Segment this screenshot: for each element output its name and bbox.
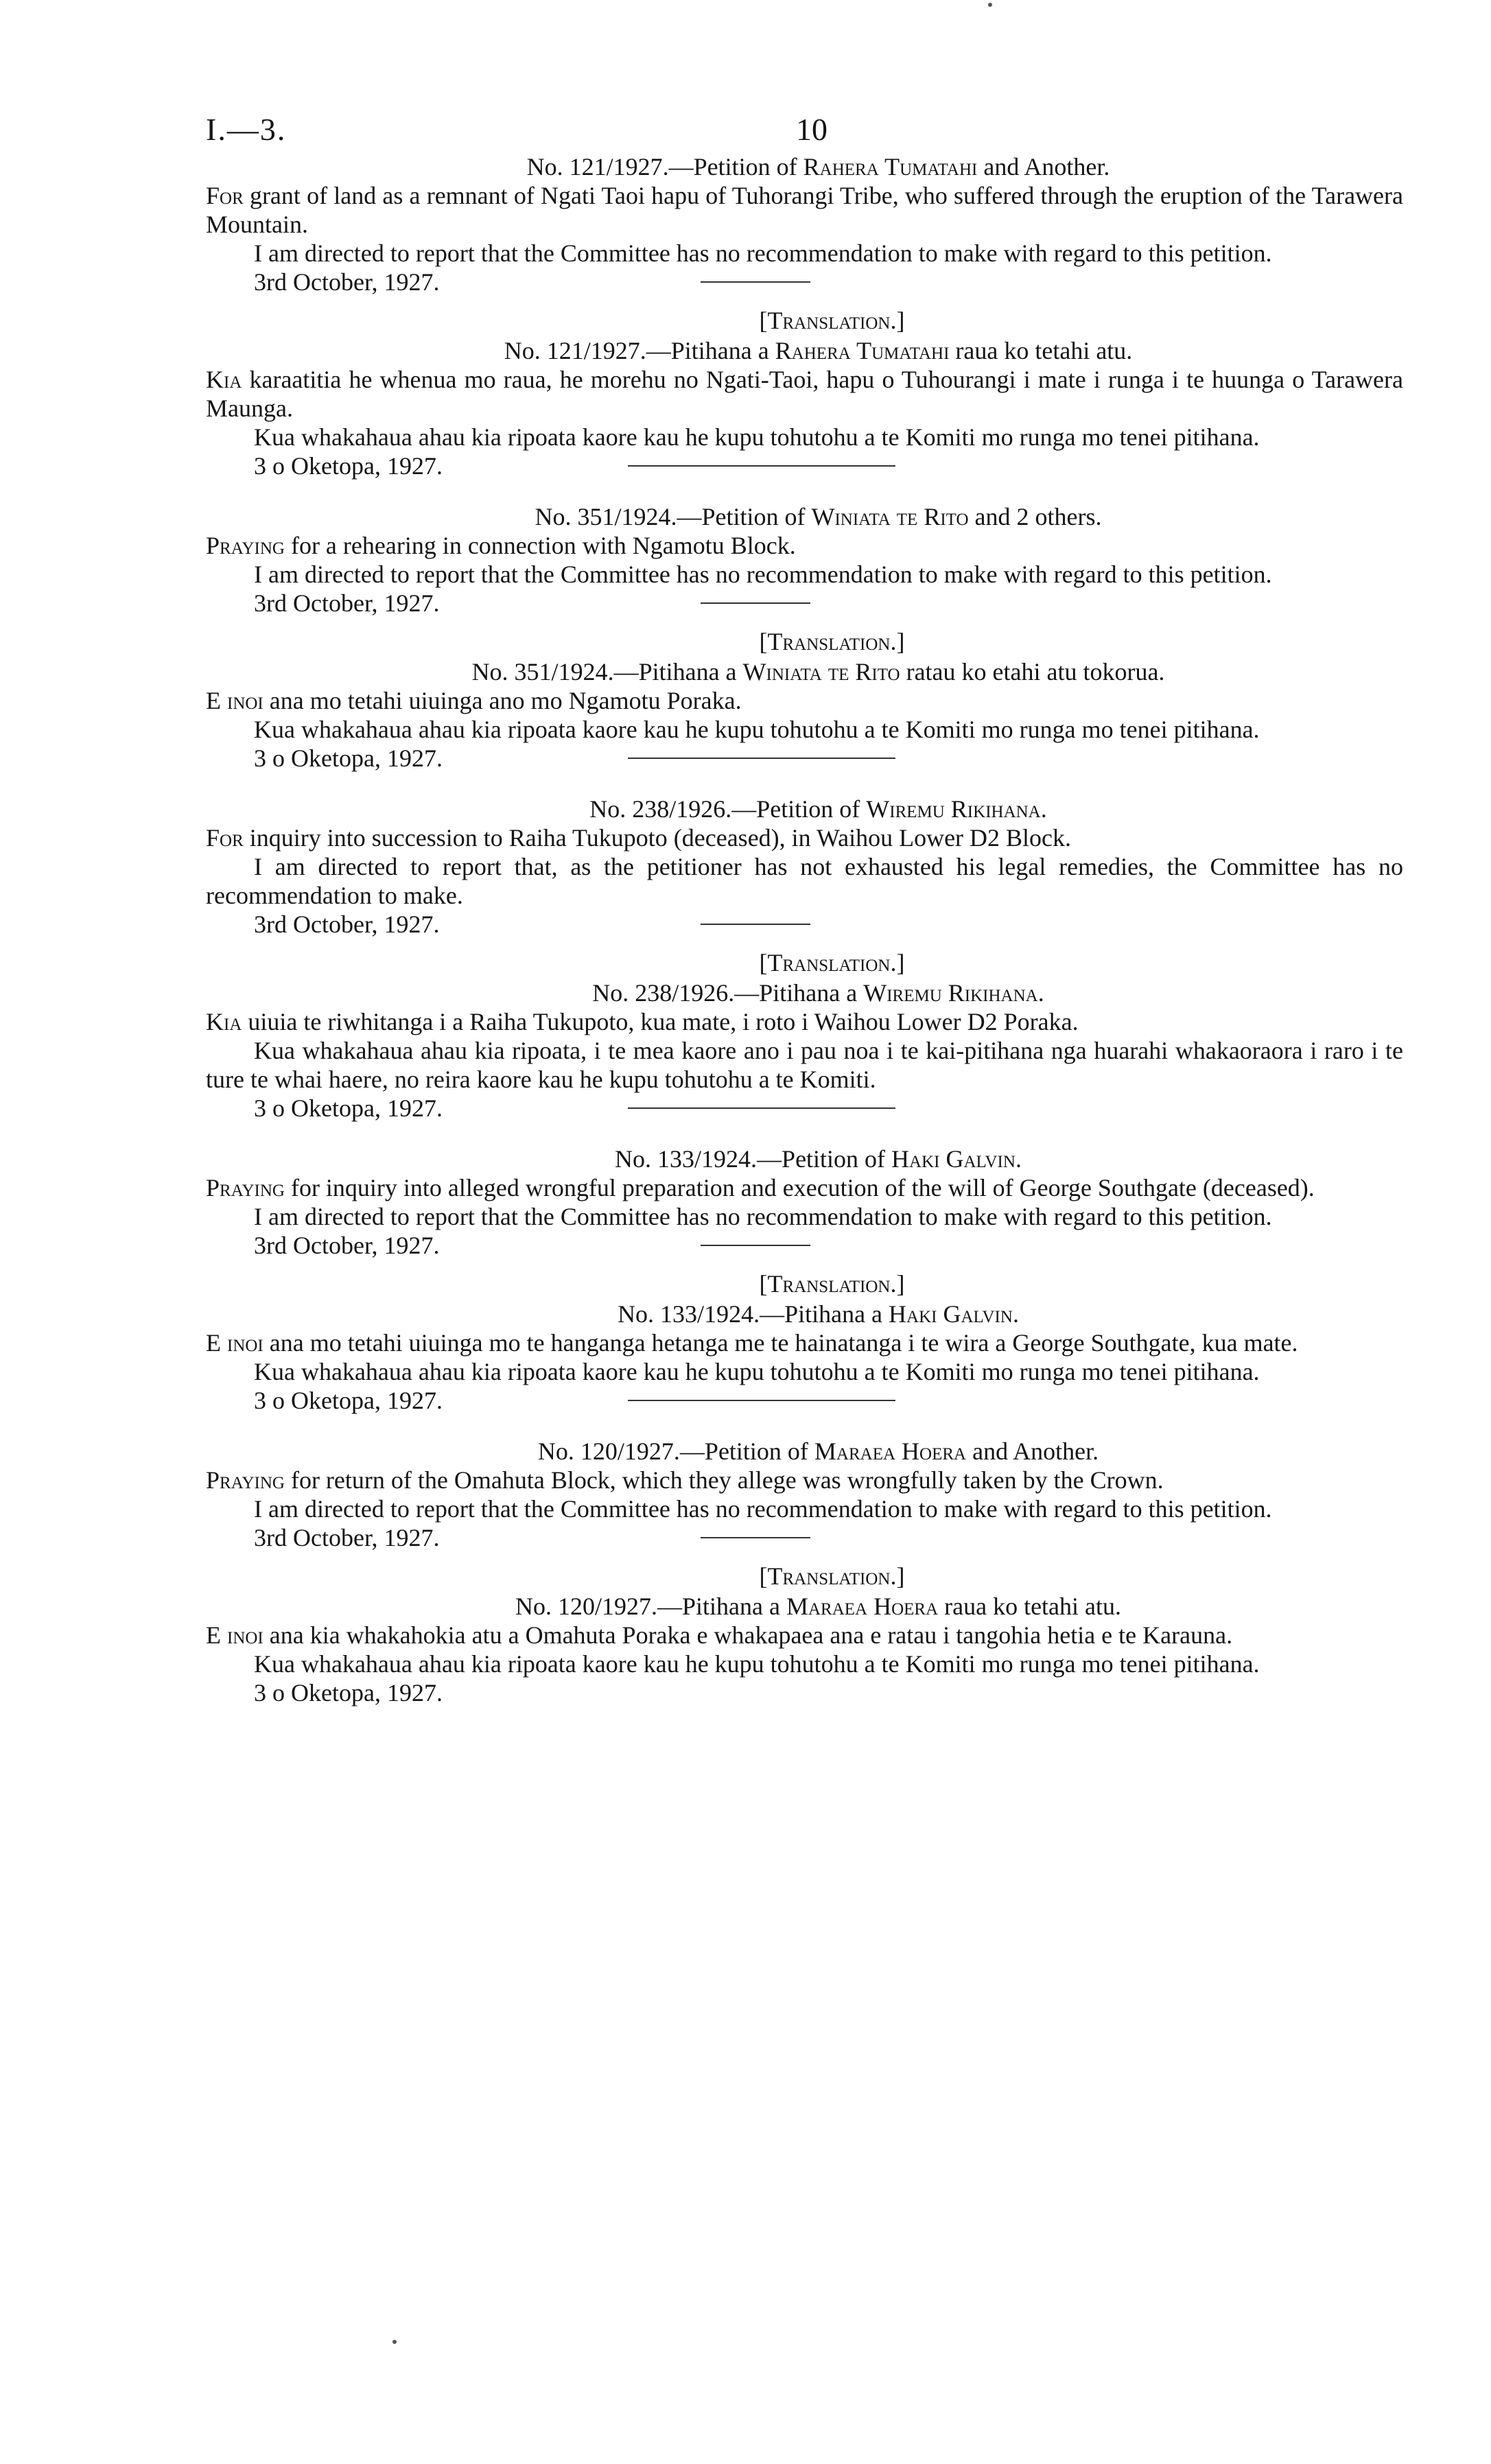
separator-rule xyxy=(701,602,810,604)
separator-rule xyxy=(701,281,810,283)
translation-heading: [Translation.] xyxy=(759,1562,905,1590)
petition-title: No. 121/1927.—Pitihana a Rahera Tumatahi raua ko tetahi atu. xyxy=(504,337,1133,364)
separator-rule xyxy=(701,1537,810,1538)
petition-entry xyxy=(206,152,1403,296)
report-date: 3rd October, 1927. xyxy=(206,268,1403,296)
stray-mark xyxy=(392,2340,397,2344)
petition-entry xyxy=(206,502,1403,618)
petition-title: No. 351/1924.—Petition of Winiata te Rito and 2 others. xyxy=(535,503,1102,530)
petition-title: No. 133/1924.—Petition of Haki Galvin. xyxy=(615,1145,1022,1173)
petition-title: No. 238/1926.—Pitihana a Wiremu Rikihana. xyxy=(592,979,1044,1007)
separator-rule xyxy=(628,465,895,467)
committee-report: Kua whakahaua ahau kia ripoata kaore kau he kupu tohutohu a te Komiti mo runga mo tenei pitihana. xyxy=(254,716,1260,743)
petition-prayer: Kia uiuia te riwhitanga i a Raiha Tukupoto, kua mate, i roto i Waihou Lower D2 Poraka. xyxy=(206,1008,1079,1035)
report-date: 3 o Oketopa, 1927. xyxy=(254,1679,443,1706)
stray-mark xyxy=(988,3,992,7)
committee-report: I am directed to report that the Committee has no recommendation to make with regard to this petition. xyxy=(254,1203,1272,1230)
committee-report: I am directed to report that the Committee has no recommendation to make with regard to this petition. xyxy=(254,239,1272,267)
committee-report: Kua whakahaua ahau kia ripoata kaore kau he kupu tohutohu a te Komiti mo runga mo tenei pitihana. xyxy=(254,1358,1260,1385)
petition-title: No. 120/1927.—Petition of Maraea Hoera and Another. xyxy=(537,1438,1099,1465)
committee-report: I am directed to report that, as the petitioner has not exhausted his legal remedies, the Committee has no recommendation to make. xyxy=(206,853,1403,909)
petition-entry xyxy=(206,795,1403,939)
petition-prayer: E inoi ana mo tetahi uiuinga ano mo Ngamotu Poraka. xyxy=(206,687,742,714)
petition-title: No. 351/1924.—Pitihana a Winiata te Rito ratau ko etahi atu tokorua. xyxy=(471,658,1165,685)
petition-prayer: E inoi ana kia whakahokia atu a Omahuta Poraka e whakapaea ana e ratau i tangohia hetia e te Karauna. xyxy=(206,1621,1233,1649)
committee-report: Kua whakahaua ahau kia ripoata kaore kau he kupu tohutohu a te Komiti mo runga mo tenei pitihana. xyxy=(254,423,1260,451)
petitioner-name: Rahera Tumatahi xyxy=(775,337,950,364)
report-date: 3 o Oketopa, 1927. xyxy=(206,451,1403,480)
report-date: 3 o Oketopa, 1927. xyxy=(206,744,1403,773)
petition-title: No. 133/1924.—Pitihana a Haki Galvin. xyxy=(618,1300,1019,1328)
report-date: 3rd October, 1927. xyxy=(206,1231,1403,1260)
petitioner-name: Wiremu Rikihana xyxy=(863,979,1038,1007)
committee-report: I am directed to report that the Committee has no recommendation to make with regard to this petition. xyxy=(254,561,1272,588)
translation-entry xyxy=(206,1269,1403,1415)
petition-title: No. 121/1927.—Petition of Rahera Tumatahi and Another. xyxy=(526,153,1110,180)
report-date: 3rd October, 1927. xyxy=(206,589,1403,618)
report-date: 3rd October, 1927. xyxy=(206,1523,1403,1552)
petition-prayer: E inoi ana mo tetahi uiuinga mo te hanganga hetanga me te hainatanga i te wira a George Southgate, kua mate. xyxy=(206,1329,1298,1357)
translation-entry xyxy=(206,948,1403,1123)
petitioner-name: Wiremu Rikihana xyxy=(866,795,1041,823)
petition-prayer: For grant of land as a remnant of Ngati Taoi hapu of Tuhorangi Tribe, who suffered through the eruption of the Tarawera Mountain. xyxy=(206,182,1403,238)
petitioner-name: Maraea Hoera xyxy=(786,1593,939,1620)
petitioner-name: Winiata te Rito xyxy=(742,658,900,685)
committee-report: Kua whakahaua ahau kia ripoata, i te mea kaore ano i pau noa i te kai-pitihana nga huarahi whakaoraora i raro i te ture te whai haere, no reira kaore kau he kupu tohutohu a te Komiti. xyxy=(206,1037,1403,1093)
translation-entry xyxy=(206,1562,1403,1707)
report-date: 3 o Oketopa, 1927. xyxy=(206,1386,1403,1415)
separator-rule xyxy=(701,1245,810,1246)
translation-entry xyxy=(206,306,1403,480)
committee-report: Kua whakahaua ahau kia ripoata kaore kau he kupu tohutohu a te Komiti mo runga mo tenei pitihana. xyxy=(254,1650,1260,1678)
petition-title: No. 120/1927.—Pitihana a Maraea Hoera raua ko tetahi atu. xyxy=(515,1593,1122,1620)
translation-heading: [Translation.] xyxy=(759,949,905,976)
translation-heading: [Translation.] xyxy=(759,307,905,334)
translation-entry xyxy=(206,627,1403,773)
petition-prayer: Kia karaatitia he whenua mo raua, he morehu no Ngati-Taoi, hapu o Tuhourangi i mate i runga i te huunga o Tarawera Maunga. xyxy=(206,366,1403,422)
petition-prayer: For inquiry into succession to Raiha Tukupoto (deceased), in Waihou Lower D2 Block. xyxy=(206,824,1072,852)
translation-heading: [Translation.] xyxy=(759,628,905,655)
petitioner-name: Haki Galvin xyxy=(891,1145,1015,1173)
petitioner-name: Maraea Hoera xyxy=(814,1438,967,1465)
petitioner-name: Rahera Tumatahi xyxy=(803,153,978,180)
petition-prayer: Praying for a rehearing in connection with Ngamotu Block. xyxy=(206,532,796,559)
page-number: 10 xyxy=(796,112,827,147)
separator-rule xyxy=(701,924,810,925)
document-reference: I.—3. xyxy=(206,112,287,147)
petition-prayer: Praying for return of the Omahuta Block, which they allege was wrongfully taken by the Crown. xyxy=(206,1466,1164,1494)
petition-entry xyxy=(206,1145,1403,1260)
separator-rule xyxy=(628,758,895,759)
petition-title: No. 238/1926.—Petition of Wiremu Rikihana. xyxy=(589,795,1047,823)
petition-entry xyxy=(206,1437,1403,1552)
petitioner-name: Winiata te Rito xyxy=(811,503,969,530)
report-date: 3rd October, 1927. xyxy=(206,910,1403,939)
report-date: 3 o Oketopa, 1927. xyxy=(206,1094,1403,1123)
translation-heading: [Translation.] xyxy=(759,1270,905,1298)
petitioner-name: Haki Galvin xyxy=(889,1300,1013,1328)
petition-list xyxy=(206,152,1403,1717)
separator-rule xyxy=(628,1400,895,1401)
committee-report: I am directed to report that the Committee has no recommendation to make with regard to this petition. xyxy=(254,1495,1272,1523)
separator-rule xyxy=(628,1107,895,1109)
petition-prayer: Praying for inquiry into alleged wrongful preparation and execution of the will of George Southgate (deceased). xyxy=(206,1174,1315,1201)
